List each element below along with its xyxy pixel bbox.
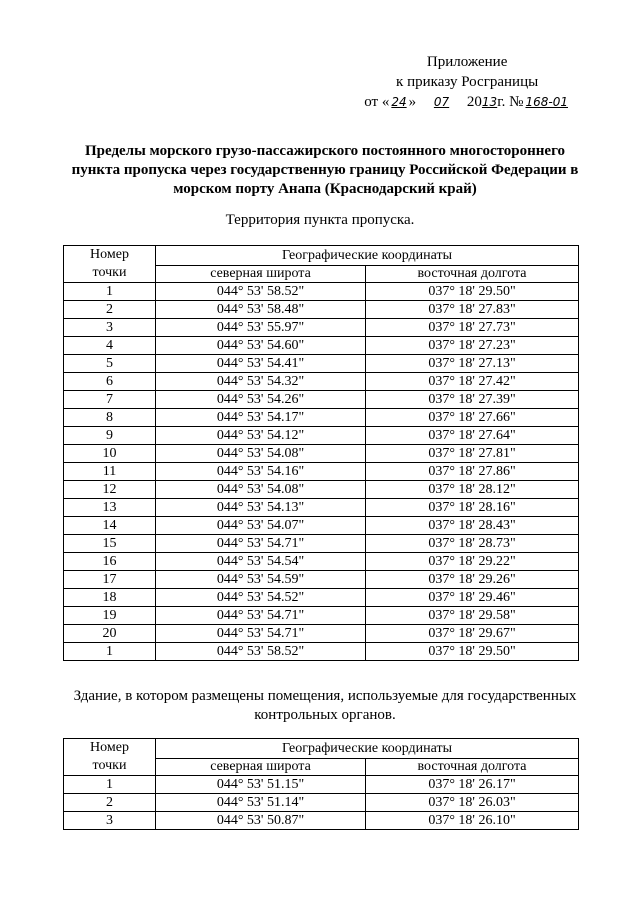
latitude-cell: 044° 53' 54.52" [156, 589, 366, 607]
longitude-cell: 037° 18' 27.83" [366, 301, 579, 319]
longitude-header: восточная долгота [366, 266, 579, 283]
table-row [64, 355, 579, 373]
longitude-cell: 037° 18' 26.10" [366, 812, 579, 830]
point-number-cell: 6 [64, 373, 156, 391]
territory-subtitle: Территория пункта пропуска. [225, 212, 415, 228]
table-row [64, 607, 579, 625]
latitude-cell: 044° 53' 58.48" [156, 301, 366, 319]
point-number-cell: 1 [64, 776, 156, 794]
point-number-header-line2: точки [92, 758, 127, 773]
order-year: 13 [481, 95, 498, 109]
point-number-cell: 19 [64, 607, 156, 625]
longitude-cell: 037° 18' 27.13" [366, 355, 579, 373]
latitude-cell: 044° 53' 54.71" [156, 607, 366, 625]
appendix-order-date-line [364, 92, 570, 112]
table-row [64, 427, 579, 445]
longitude-cell: 037° 18' 27.39" [366, 391, 579, 409]
point-number-cell: 20 [64, 625, 156, 643]
longitude-cell: 037° 18' 29.22" [366, 553, 579, 571]
longitude-cell: 037° 18' 29.46" [366, 589, 579, 607]
latitude-cell: 044° 53' 51.15" [156, 776, 366, 794]
territory-table-body [64, 283, 579, 661]
longitude-cell: 037° 18' 29.50" [366, 643, 579, 661]
longitude-cell: 037° 18' 27.81" [366, 445, 579, 463]
building-table-body [64, 776, 579, 830]
point-number-cell: 11 [64, 463, 156, 481]
latitude-cell: 044° 53' 54.07" [156, 517, 366, 535]
point-number-cell: 2 [64, 794, 156, 812]
point-number-cell: 9 [64, 427, 156, 445]
latitude-header: северная широта [156, 266, 366, 283]
longitude-cell: 037° 18' 27.23" [366, 337, 579, 355]
latitude-cell: 044° 53' 54.41" [156, 355, 366, 373]
table-row [64, 553, 579, 571]
longitude-cell: 037° 18' 29.58" [366, 607, 579, 625]
table-row [64, 391, 579, 409]
longitude-cell: 037° 18' 28.43" [366, 517, 579, 535]
document-title: Пределы морского грузо-пассажирского постоянного многостороннего пункта пропуска через государственную границу Российской Федерации в морском порту Анапа (Краснодарский край) [71, 143, 579, 197]
latitude-cell: 044° 53' 54.60" [156, 337, 366, 355]
longitude-cell: 037° 18' 26.17" [366, 776, 579, 794]
point-number-cell: 8 [64, 409, 156, 427]
table-row [64, 517, 579, 535]
geo-coordinates-header: Географические координаты [156, 739, 579, 759]
point-number-cell: 10 [64, 445, 156, 463]
point-number-cell: 13 [64, 499, 156, 517]
latitude-cell: 044° 53' 54.17" [156, 409, 366, 427]
table-row [64, 283, 579, 301]
table-row [64, 481, 579, 499]
point-number-cell: 3 [64, 319, 156, 337]
table-row [64, 337, 579, 355]
order-month: 07 [433, 95, 450, 109]
table-row [64, 794, 579, 812]
point-number-cell: 4 [64, 337, 156, 355]
longitude-cell: 037° 18' 28.73" [366, 535, 579, 553]
longitude-cell: 037° 18' 28.16" [366, 499, 579, 517]
appendix-order-reference: к приказу Росграницы [396, 74, 539, 90]
point-number-cell: 5 [64, 355, 156, 373]
point-number-header [64, 246, 156, 283]
table-row [64, 571, 579, 589]
point-number-cell: 3 [64, 812, 156, 830]
longitude-cell: 037° 18' 29.50" [366, 283, 579, 301]
point-number-cell: 18 [64, 589, 156, 607]
latitude-cell: 044° 53' 54.59" [156, 571, 366, 589]
latitude-cell: 044° 53' 54.08" [156, 445, 366, 463]
appendix-block [364, 52, 570, 112]
order-day: 24 [391, 95, 407, 109]
table-row [64, 643, 579, 661]
latitude-cell: 044° 53' 58.52" [156, 283, 366, 301]
latitude-cell: 044° 53' 58.52" [156, 643, 366, 661]
point-number-cell: 17 [64, 571, 156, 589]
point-number-cell: 16 [64, 553, 156, 571]
point-number-cell: 1 [64, 643, 156, 661]
latitude-cell: 044° 53' 54.26" [156, 391, 366, 409]
territory-coordinates-table [63, 245, 579, 661]
longitude-cell: 037° 18' 29.67" [366, 625, 579, 643]
latitude-cell: 044° 53' 54.71" [156, 625, 366, 643]
date-prefix: от « [364, 94, 390, 110]
building-coordinates-table [63, 738, 579, 830]
latitude-cell: 044° 53' 54.13" [156, 499, 366, 517]
latitude-cell: 044° 53' 51.14" [156, 794, 366, 812]
point-number-cell: 2 [64, 301, 156, 319]
longitude-cell: 037° 18' 27.86" [366, 463, 579, 481]
latitude-cell: 044° 53' 54.08" [156, 481, 366, 499]
date-day-close: » [408, 94, 417, 110]
table-row [64, 373, 579, 391]
longitude-cell: 037° 18' 27.42" [366, 373, 579, 391]
longitude-cell: 037° 18' 28.12" [366, 481, 579, 499]
longitude-cell: 037° 18' 27.64" [366, 427, 579, 445]
table-row [64, 535, 579, 553]
geo-coordinates-header: Географические координаты [156, 246, 579, 266]
table-row [64, 301, 579, 319]
table-row [64, 463, 579, 481]
latitude-cell: 044° 53' 54.54" [156, 553, 366, 571]
year-prefix: 20 [466, 94, 482, 110]
point-number-header [64, 739, 156, 776]
latitude-cell: 044° 53' 54.71" [156, 535, 366, 553]
point-number-header-line2: точки [92, 265, 127, 280]
building-caption: Здание, в котором размещены помещения, используемые для государственных контрольных органов. [73, 688, 577, 723]
table-row [64, 319, 579, 337]
order-number: 168-01 [525, 95, 568, 109]
point-number-cell: 7 [64, 391, 156, 409]
table-row [64, 409, 579, 427]
latitude-cell: 044° 53' 55.97" [156, 319, 366, 337]
point-number-cell: 15 [64, 535, 156, 553]
longitude-cell: 037° 18' 29.26" [366, 571, 579, 589]
appendix-title: Приложение [426, 54, 508, 70]
point-number-cell: 1 [64, 283, 156, 301]
latitude-cell: 044° 53' 54.16" [156, 463, 366, 481]
table-row [64, 589, 579, 607]
longitude-cell: 037° 18' 26.03" [366, 794, 579, 812]
longitude-cell: 037° 18' 27.66" [366, 409, 579, 427]
point-number-cell: 14 [64, 517, 156, 535]
point-number-cell: 12 [64, 481, 156, 499]
latitude-cell: 044° 53' 54.12" [156, 427, 366, 445]
table-row [64, 499, 579, 517]
longitude-header: восточная долгота [366, 759, 579, 776]
table-row [64, 445, 579, 463]
table-row [64, 812, 579, 830]
latitude-cell: 044° 53' 50.87" [156, 812, 366, 830]
latitude-header: северная широта [156, 759, 366, 776]
point-number-header-line1: Номер [90, 247, 129, 262]
point-number-header-line1: Номер [90, 740, 129, 755]
table-row [64, 625, 579, 643]
year-unit: г. № [497, 94, 524, 110]
table-row [64, 776, 579, 794]
latitude-cell: 044° 53' 54.32" [156, 373, 366, 391]
longitude-cell: 037° 18' 27.73" [366, 319, 579, 337]
